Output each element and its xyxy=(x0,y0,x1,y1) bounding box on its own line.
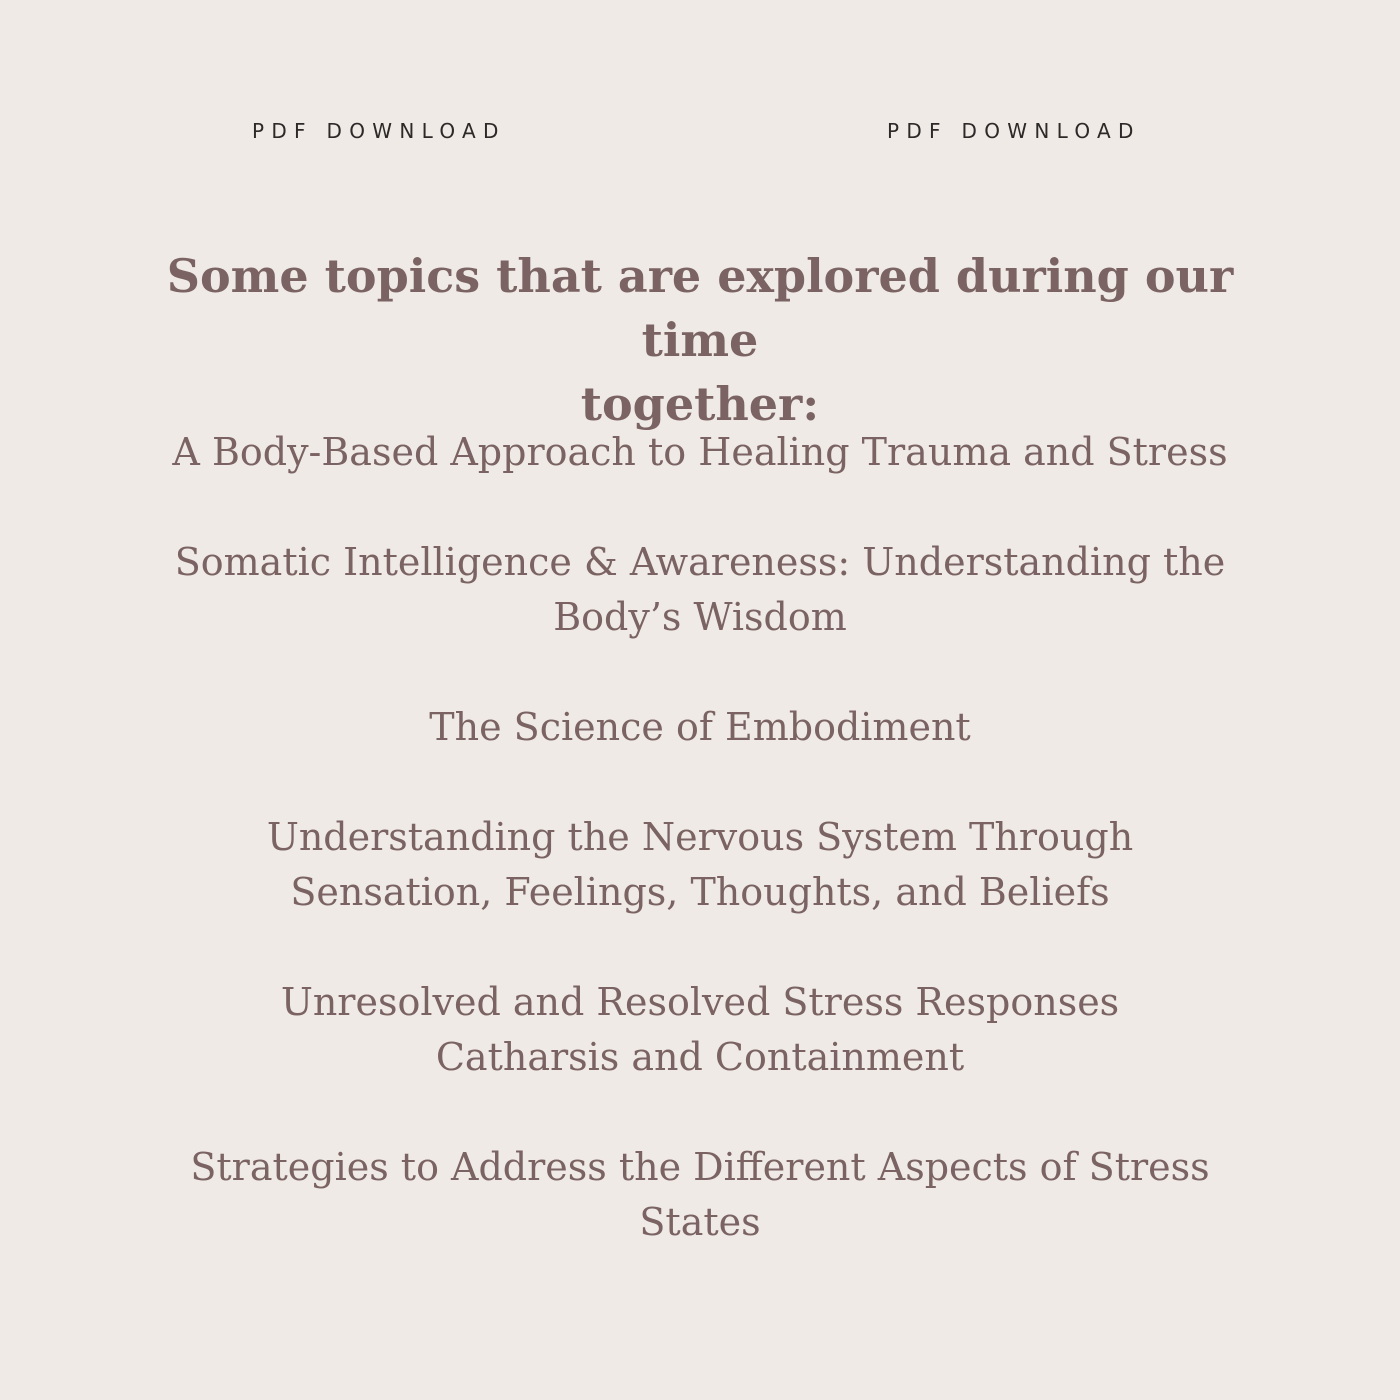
topic-line: States xyxy=(639,1200,761,1244)
pdf-download-link-right[interactable]: PDF DOWNLOAD xyxy=(887,119,1141,143)
topic-line: The Science of Embodiment xyxy=(429,705,971,749)
topics-list xyxy=(120,425,1280,1250)
heading-line-2: together: xyxy=(580,377,820,431)
topics-heading xyxy=(120,244,1280,436)
topic-line: Body’s Wisdom xyxy=(553,595,847,639)
topic-body-based-approach xyxy=(120,425,1280,480)
topic-science-of-embodiment xyxy=(120,700,1280,755)
topic-line: Unresolved and Resolved Stress Responses xyxy=(280,980,1120,1024)
heading-line-1: Some topics that are explored during our time xyxy=(166,249,1234,367)
topic-somatic-intelligence xyxy=(120,535,1280,645)
topic-line: Understanding the Nervous System Through xyxy=(266,815,1134,859)
topic-stress-strategies xyxy=(120,1140,1280,1250)
topic-line: A Body-Based Approach to Healing Trauma and Stress xyxy=(172,430,1228,474)
topic-stress-responses xyxy=(120,975,1280,1085)
topic-nervous-system xyxy=(120,810,1280,920)
topic-line: Sensation, Feelings, Thoughts, and Beliefs xyxy=(290,870,1110,914)
topic-line: Somatic Intelligence & Awareness: Understanding the xyxy=(174,540,1226,584)
topic-line: Strategies to Address the Different Aspects of Stress xyxy=(190,1145,1210,1189)
pdf-download-link-left[interactable]: PDF DOWNLOAD xyxy=(252,119,506,143)
topic-line: Catharsis and Containment xyxy=(435,1035,965,1079)
